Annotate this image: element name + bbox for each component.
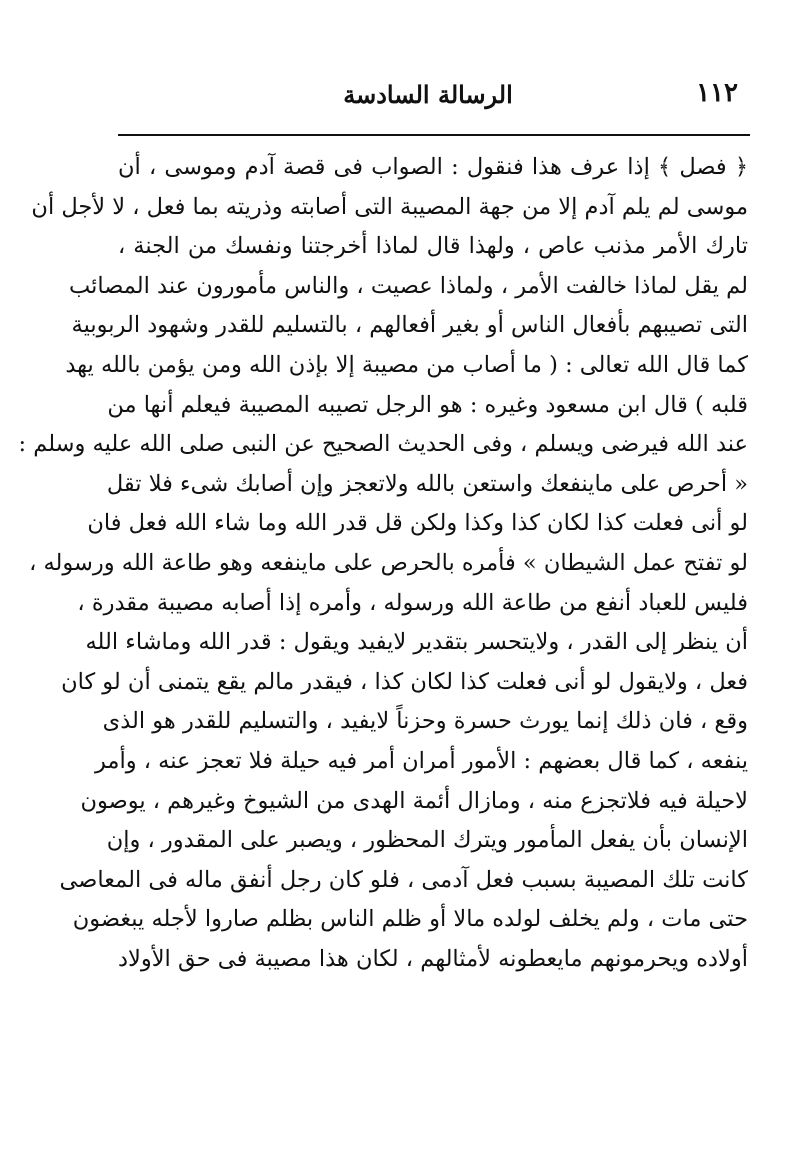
text-line: لاحيلة فيه فلاتجزع منه ، ومازال أئمة الهدى من الشيوخ وغيرهم ، يوصون xyxy=(80,787,748,814)
text-line: كما قال الله تعالى : ( ما أصاب من مصيبة إلا بإذن الله ومن يؤمن بالله يهد xyxy=(65,351,748,378)
text-line: لو تفتح عمل الشيطان » فأمره بالحرص على ماينفعه وهو طاعة الله ورسوله ، xyxy=(29,549,748,576)
page-number: ١١٢ xyxy=(696,78,738,108)
page-header xyxy=(118,78,738,118)
text-line: ﴿ فصل ﴾ إذا عرف هذا فنقول : الصواب فى قصة آدم وموسى ، أن xyxy=(118,154,748,180)
text-line: تارك الأمر مذنب عاص ، ولهذا قال لماذا أخرجتنا ونفسك من الجنة ، xyxy=(118,233,748,260)
text-line: فليس للعباد أنفع من طاعة الله ورسوله ، وأمره إذا أصابه مصيبة مقدرة ، xyxy=(77,589,748,616)
text-line: وقع ، فان ذلك إنما يورث حسرة وحزناً لايفيد ، والتسليم للقدر هو الذى xyxy=(102,708,748,735)
text-line: أن ينظر إلى القدر ، ولايتحسر بتقدير لايفيد ويقول : قدر الله وماشاء الله xyxy=(85,629,748,656)
body-text xyxy=(18,148,748,979)
text-line: لو أنى فعلت كذا لكان كذا وكذا ولكن قل قدر الله وما شاء الله فعل فان xyxy=(87,510,748,537)
running-title: الرسالة السادسة xyxy=(343,80,513,109)
text-line: الإنسان بأن يفعل المأمور ويترك المحظور ، ويصبر على المقدور ، وإن xyxy=(106,827,748,854)
text-line: كانت تلك المصيبة بسبب فعل آدمى ، فلو كان رجل أنفق ماله فى المعاصى xyxy=(59,866,748,893)
text-line: موسى لم يلم آدم إلا من جهة المصيبة التى أصابته وذريته بما فعل ، لا لأجل أن xyxy=(31,193,748,220)
text-line: لم يقل لماذا خالفت الأمر ، ولماذا عصيت ، والناس مأمورون عند المصائب xyxy=(69,272,748,299)
text-line: ينفعه ، كما قال بعضهم : الأمور أمران أمر فيه حيلة فلا تعجز عنه ، وأمر xyxy=(95,747,748,774)
header-rule xyxy=(118,134,750,136)
text-line: التى تصيبهم بأفعال الناس أو بغير أفعالهم ، بالتسليم للقدر وشهود الربوبية xyxy=(71,312,748,339)
text-line: عند الله فيرضى ويسلم ، وفى الحديث الصحيح عن النبى صلى الله عليه وسلم : xyxy=(18,431,748,458)
text-line: فعل ، ولايقول لو أنى فعلت كذا لكان كذا ، فيقدر مالم يقع يتمنى أن لو كان xyxy=(61,668,748,695)
text-line: أولاده ويحرمونهم مايعطونه لأمثالهم ، لكان هذا مصيبة فى حق الأولاد xyxy=(118,945,748,972)
text-line: « أحرص على ماينفعك واستعن بالله ولاتعجز وإن أصابك شىء فلا تقل xyxy=(106,470,748,497)
text-line: حتى مات ، ولم يخلف لولده مالا أو ظلم الناس بظلم صاروا لأجله يبغضون xyxy=(72,906,748,933)
text-line: قلبه ) قال ابن مسعود وغيره : هو الرجل تصيبه المصيبة فيعلم أنها من xyxy=(107,391,748,418)
